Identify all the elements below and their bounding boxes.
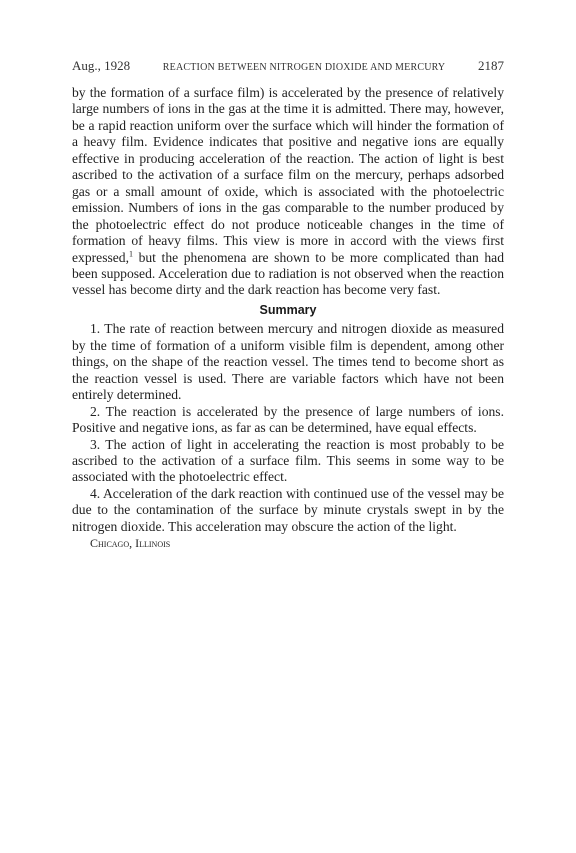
- header-date: Aug., 1928: [72, 58, 131, 73]
- summary-item-2: 2. The reaction is accelerated by the presence of large numbers of ions. Positive and negative ions, as far as can be determined, have equal effects.: [72, 403, 504, 436]
- footnote-reference: 1: [129, 249, 133, 258]
- discussion-paragraph: [72, 85, 504, 299]
- summary-item-3: 3. The action of light in accelerating the reaction is most probably to be ascribed to the activation of a surface film. This seems in some way to be associated with the photoelectric effect.: [72, 436, 504, 485]
- summary-item-1: 1. The rate of reaction between mercury and nitrogen dioxide as measured by the time of formation of a uniform visible film is dependent, among other things, on the shape of the reaction vessel. The times tend to become short as the reaction vessel is used. There are variable factors which have not been entirely determined.: [72, 321, 504, 403]
- author-location: Chicago, Illinois: [90, 536, 171, 551]
- running-header: [72, 58, 504, 74]
- summary-heading: Summary: [259, 302, 317, 317]
- summary-item-4: 4. Acceleration of the dark reaction with continued use of the vessel may be due to the contamination of the surface by minute crystals swept in by the nitrogen dioxide. This acceleration may obscure the action of the light.: [72, 485, 504, 534]
- page-number: 2187: [477, 58, 504, 73]
- paragraph-text-start: by the formation of a surface film) is accelerated by the presence of relatively large numbers of ions in the gas at the time it is admitted. There may, however, be a rapid reaction uniform over the surface which will hinder the formation of a heavy film. Evidence indicates that positive and negative ions are equally effective in producing acceleration of the reaction. The action of light is best ascribed to the activation of a surface film on the mercury, perhaps adsorbed gas or a small amount of oxide, which is associated with the photoelectric emission. Numbers of ions in the gas comparable to the number produced by the photoelectric effect do not produce noticeable changes in the time of formation of heavy films. This view is more in accord with the views first expressed,: [72, 85, 504, 265]
- header-title: REACTION BETWEEN NITROGEN DIOXIDE AND MERCURY: [162, 62, 446, 73]
- article-body: [72, 85, 504, 552]
- paragraph-text-end: but the phenomena are shown to be more complicated than had been supposed. Acceleration due to radiation is not observed when the reaction vessel has become dirty and the dark reaction has become very fast.: [72, 249, 504, 298]
